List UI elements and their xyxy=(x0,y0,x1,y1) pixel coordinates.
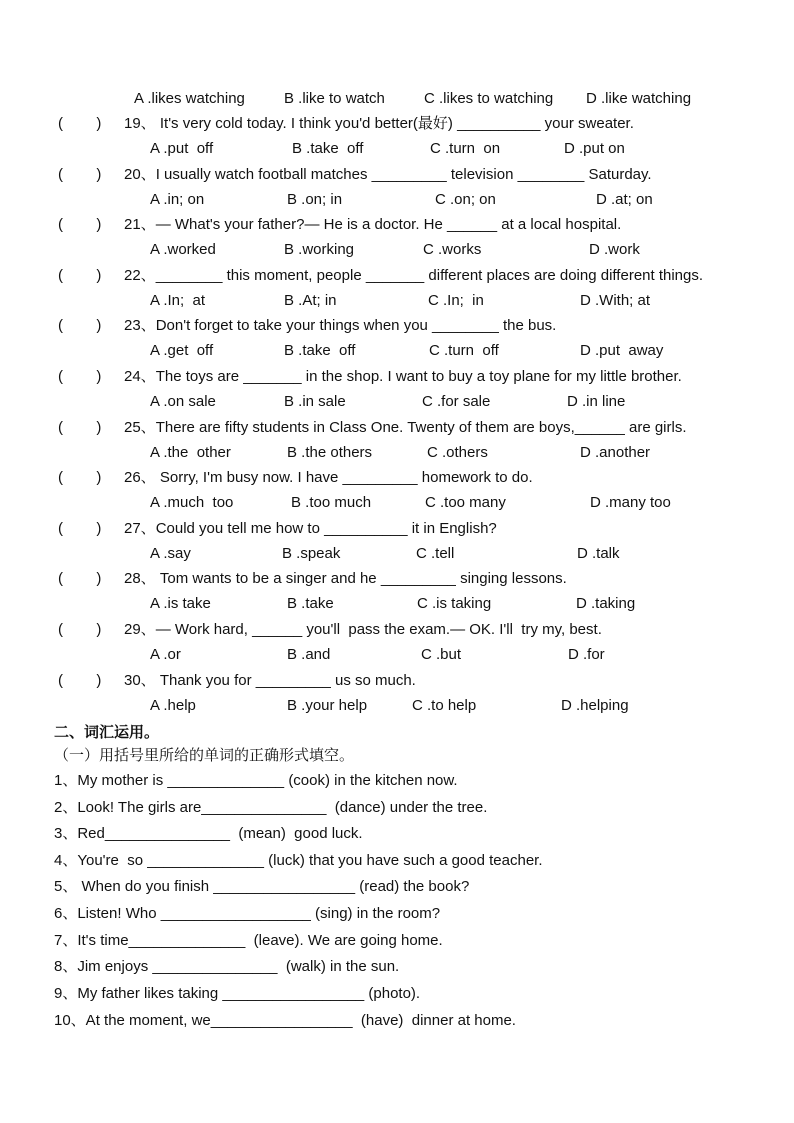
question-row xyxy=(0,214,794,236)
question-row xyxy=(0,518,794,540)
question-body: There are fifty students in Class One. Twenty of them are boys,______ are girls. xyxy=(155,418,687,436)
question-number: 21、 xyxy=(124,216,156,234)
option-d[interactable]: D .many too xyxy=(590,494,671,512)
question-body: — What's your father?— He is a doctor. He ______ at a local hospital. xyxy=(155,216,622,234)
option-b[interactable]: B .working xyxy=(284,241,355,259)
option-a[interactable]: A .is take xyxy=(150,595,211,613)
option-a[interactable]: A .help xyxy=(150,696,196,714)
exercise-item[interactable]: 3、Red_______________ (mean) good luck. xyxy=(54,825,363,842)
question-text xyxy=(124,366,682,388)
option-c[interactable]: C .for sale xyxy=(422,393,491,410)
question-row xyxy=(0,670,794,692)
option-row xyxy=(0,189,794,211)
option-d[interactable]: D .helping xyxy=(561,696,629,714)
option-b[interactable]: B .and xyxy=(287,646,331,663)
question-row xyxy=(0,315,794,337)
option-d[interactable]: D .put away xyxy=(580,342,664,360)
option-d[interactable]: D .at; on xyxy=(596,190,653,208)
question-text xyxy=(124,214,621,236)
question-body: Tom wants to be a singer and he _________ singing lessons. xyxy=(155,570,567,588)
option-c[interactable]: C .works xyxy=(423,241,482,259)
option-b[interactable]: B .in sale xyxy=(284,393,346,410)
option-d[interactable]: D .another xyxy=(580,443,651,461)
option-b[interactable]: B .too much xyxy=(291,494,372,512)
question-body: — Work hard, ______ you'll pass the exam.— OK. I'll try my, best. xyxy=(155,621,602,638)
q18-options xyxy=(0,88,794,110)
question-body: It's very cold today. I think you'd better(最好) __________ your sweater. xyxy=(155,115,634,132)
question-body: I usually watch football matches _________ television ________ Saturday. xyxy=(155,165,652,183)
answer-blank[interactable]: ( ) xyxy=(58,266,102,284)
question-row xyxy=(0,417,794,439)
option-d[interactable]: D .talk xyxy=(577,544,620,562)
option-b[interactable]: B .speak xyxy=(282,544,341,562)
question-body: ________ this moment, people _______ different places are doing different things. xyxy=(155,266,704,284)
answer-blank[interactable]: ( ) xyxy=(58,418,102,436)
exercise-item[interactable]: 5、 When do you finish _________________ (read) the book? xyxy=(54,878,470,895)
question-text xyxy=(124,467,533,489)
answer-blank[interactable]: ( ) xyxy=(58,519,102,537)
exercise-item[interactable]: 9、My father likes taking _________________ (photo). xyxy=(54,985,421,1002)
exercise-item[interactable]: 6、Listen! Who __________________ (sing) in the room? xyxy=(54,905,441,922)
exercise-item[interactable]: 4、You're so ______________ (luck) that you have such a good teacher. xyxy=(54,852,543,869)
question-number: 26、 xyxy=(124,469,156,487)
question-number: 22、 xyxy=(124,266,156,284)
option-c[interactable]: C .In; in xyxy=(428,291,484,309)
option-row xyxy=(0,442,794,464)
exercise-item[interactable]: 1、My mother is ______________ (cook) in the kitchen now. xyxy=(54,772,458,789)
option-d[interactable]: D .taking xyxy=(576,595,636,613)
question-text xyxy=(124,265,703,287)
option-row xyxy=(0,492,794,514)
option-row xyxy=(0,290,794,312)
option-d[interactable]: D .put on xyxy=(564,140,625,157)
option-row xyxy=(0,543,794,565)
question-body: Sorry, I'm busy now. I have _________ homework to do. xyxy=(155,469,533,487)
answer-blank[interactable]: ( ) xyxy=(58,115,102,132)
question-text xyxy=(124,518,497,540)
answer-blank[interactable]: ( ) xyxy=(58,317,102,335)
question-text xyxy=(124,670,416,692)
answer-blank[interactable]: ( ) xyxy=(58,570,102,588)
option-a[interactable]: A .say xyxy=(150,544,191,562)
option-a[interactable]: A .in; on xyxy=(150,190,205,208)
option-b[interactable]: B .At; in xyxy=(284,291,337,309)
option-a[interactable]: A .put off xyxy=(150,140,214,157)
option-b[interactable]: B .take off xyxy=(292,140,364,157)
option-c[interactable]: C .turn off xyxy=(429,342,499,360)
question-number: 20、 xyxy=(124,165,156,183)
option-a[interactable]: A .worked xyxy=(150,241,216,259)
answer-blank[interactable]: ( ) xyxy=(58,165,102,183)
question-text xyxy=(124,164,652,186)
answer-blank[interactable]: ( ) xyxy=(58,216,102,234)
question-body: Don't forget to take your things when you ________ the bus. xyxy=(155,317,557,335)
question-row xyxy=(0,265,794,287)
question-number: 23、 xyxy=(124,317,156,335)
option-b[interactable]: B .take xyxy=(287,595,334,613)
section-title: 二、词汇运用。 xyxy=(54,724,160,741)
option-c: C .likes to watching xyxy=(424,90,554,107)
question-text xyxy=(124,619,602,641)
question-number: 30、 xyxy=(124,671,156,689)
option-c[interactable]: C .to help xyxy=(412,696,477,714)
option-b[interactable]: B .take off xyxy=(284,342,356,360)
question-number: 29、 xyxy=(124,621,156,638)
question-row xyxy=(0,113,794,135)
option-c[interactable]: C .but xyxy=(421,646,462,663)
option-row xyxy=(0,138,794,160)
option-d[interactable]: D .With; at xyxy=(580,291,651,309)
exercise-item[interactable]: 2、Look! The girls are_______________ (dance) under the tree. xyxy=(54,799,488,816)
question-number: 19、 xyxy=(124,115,156,132)
option-a[interactable]: A .In; at xyxy=(150,291,206,309)
option-a[interactable]: A .on sale xyxy=(150,393,216,410)
exercise-item[interactable]: 7、It's time______________ (leave). We are going home. xyxy=(54,932,443,949)
question-body: Thank you for _________ us so much. xyxy=(155,671,416,689)
exercise-item[interactable]: 8、Jim enjoys _______________ (walk) in the sun. xyxy=(54,958,400,975)
question-row xyxy=(0,568,794,590)
option-c[interactable]: C .is taking xyxy=(417,595,492,613)
option-d[interactable]: D .for xyxy=(568,646,605,663)
question-number: 24、 xyxy=(124,368,156,385)
question-row xyxy=(0,164,794,186)
option-a[interactable]: A .get off xyxy=(150,342,214,360)
option-d[interactable]: D .in line xyxy=(567,393,626,410)
question-body: Could you tell me how to __________ it in English? xyxy=(155,519,497,537)
option-row xyxy=(0,695,794,717)
question-number: 27、 xyxy=(124,519,156,537)
question-body: The toys are _______ in the shop. I want to buy a toy plane for my little brother. xyxy=(155,368,682,385)
answer-blank[interactable]: ( ) xyxy=(58,368,102,385)
option-c[interactable]: C .others xyxy=(427,443,488,461)
question-number: 25、 xyxy=(124,418,156,436)
question-number: 28、 xyxy=(124,570,156,588)
question-text xyxy=(124,315,556,337)
question-text xyxy=(124,568,567,590)
option-row xyxy=(0,644,794,666)
option-row xyxy=(0,340,794,362)
exercise-item[interactable]: 10、At the moment, we_________________ (have) dinner at home. xyxy=(54,1012,516,1029)
option-row xyxy=(0,239,794,261)
option-c[interactable]: C .on; on xyxy=(435,190,496,208)
option-a[interactable]: A .much too xyxy=(150,494,234,512)
option-d: D .like watching xyxy=(586,90,692,107)
answer-blank[interactable]: ( ) xyxy=(58,469,102,487)
option-row xyxy=(0,593,794,615)
question-row xyxy=(0,619,794,641)
option-a[interactable]: A .the other xyxy=(150,443,231,461)
option-a: A .likes watching xyxy=(134,90,245,107)
question-row xyxy=(0,366,794,388)
option-c[interactable]: C .tell xyxy=(416,544,455,562)
option-b[interactable]: B .your help xyxy=(287,696,368,714)
option-a[interactable]: A .or xyxy=(150,646,181,663)
answer-blank[interactable]: ( ) xyxy=(58,671,102,689)
question-text xyxy=(124,113,634,135)
answer-blank[interactable]: ( ) xyxy=(58,621,102,638)
option-c[interactable]: C .too many xyxy=(425,494,506,512)
question-text xyxy=(124,417,687,439)
option-b: B .like to watch xyxy=(284,90,385,107)
option-row xyxy=(0,391,794,413)
subsection-title: （一）用括号里所给的单词的正确形式填空。 xyxy=(54,747,355,764)
option-d[interactable]: D .work xyxy=(589,241,640,259)
option-b[interactable]: B .on; in xyxy=(287,190,343,208)
option-b[interactable]: B .the others xyxy=(287,443,373,461)
option-c[interactable]: C .turn on xyxy=(430,140,501,157)
question-row xyxy=(0,467,794,489)
